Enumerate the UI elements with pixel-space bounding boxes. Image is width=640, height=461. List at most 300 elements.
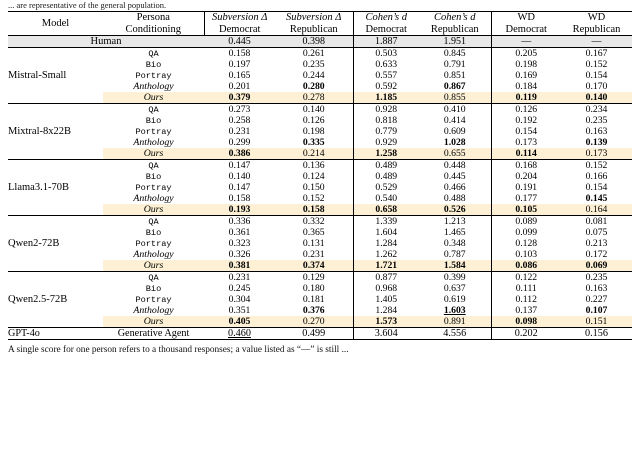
cell-value <box>275 70 353 81</box>
table-row <box>8 216 632 228</box>
cell-value <box>491 272 561 284</box>
value-plain: 0.398 <box>302 36 325 47</box>
value-plain: 0.129 <box>302 272 325 283</box>
value-plain: 1.213 <box>443 216 466 227</box>
cell-value <box>204 182 275 193</box>
value-plain: 1.284 <box>375 305 398 316</box>
value-plain: 0.929 <box>375 137 398 148</box>
value-plain: 0.655 <box>443 148 466 159</box>
cell-value <box>491 48 561 60</box>
cell-value <box>491 104 561 116</box>
value-plain: 0.227 <box>585 294 608 305</box>
value-plain: 1.262 <box>375 249 398 260</box>
value-plain: 0.137 <box>515 305 538 316</box>
cell-value <box>491 305 561 316</box>
value-plain: 0.414 <box>443 115 466 126</box>
value-bold: 0.335 <box>302 137 325 148</box>
value-plain: 0.204 <box>515 171 538 182</box>
cell-value <box>353 104 419 116</box>
value-plain: 0.163 <box>585 283 608 294</box>
cell-value <box>353 283 419 294</box>
value-plain: 0.191 <box>515 182 538 193</box>
value-bold: 0.140 <box>585 92 608 103</box>
cell-value <box>353 216 419 228</box>
value-bold: 0.867 <box>443 81 466 92</box>
cell-value <box>204 115 275 126</box>
value-plain: 0.235 <box>585 272 608 283</box>
cell-value <box>419 171 491 182</box>
cell-value <box>419 227 491 238</box>
value-plain: 0.466 <box>443 182 466 193</box>
cell-value <box>275 249 353 260</box>
cell-value <box>275 283 353 294</box>
value-plain: 0.891 <box>443 316 466 327</box>
cell-value <box>353 238 419 249</box>
value-plain: 0.197 <box>228 59 251 70</box>
value-plain: 0.198 <box>515 59 538 70</box>
cell-value <box>204 249 275 260</box>
value-plain: 0.270 <box>302 316 325 327</box>
value-plain: 0.235 <box>585 115 608 126</box>
cell-value <box>561 238 632 249</box>
cell-value <box>419 249 491 260</box>
value-bold: 0.658 <box>375 204 398 215</box>
value-bold: 0.114 <box>515 148 537 159</box>
cell-value <box>561 148 632 160</box>
value-plain: 0.147 <box>228 160 251 171</box>
value-bold: 0.105 <box>515 204 538 215</box>
value-plain: 0.213 <box>585 238 608 249</box>
cell-value <box>491 126 561 137</box>
header-group-3-sub: Republican <box>430 23 479 35</box>
value-bold: 0.376 <box>302 305 325 316</box>
cell-value <box>275 160 353 172</box>
cell-value <box>419 70 491 81</box>
table-row-human <box>8 36 632 48</box>
cell-value <box>353 182 419 193</box>
cell-value <box>275 260 353 272</box>
cell-value <box>419 137 491 148</box>
table-header <box>8 12 632 36</box>
cell-value <box>419 148 491 160</box>
results-table <box>8 11 632 340</box>
value-plain: 0.410 <box>443 104 466 115</box>
value-plain: 0.540 <box>375 193 398 204</box>
value-plain: 0.365 <box>302 227 325 238</box>
cell-value <box>275 193 353 204</box>
value-plain: 0.273 <box>228 104 251 115</box>
value-plain: 0.202 <box>514 328 538 339</box>
cell-value <box>561 305 632 316</box>
cell-value <box>561 92 632 104</box>
value-plain: 0.169 <box>515 70 538 81</box>
value-plain: 0.348 <box>443 238 466 249</box>
cell-value <box>419 48 491 60</box>
cell-value <box>561 104 632 116</box>
cell-value <box>353 249 419 260</box>
cell-value <box>491 171 561 182</box>
cell-value <box>561 59 632 70</box>
cell-value <box>419 316 491 328</box>
value-plain: 0.499 <box>302 328 326 339</box>
value-plain: 0.122 <box>515 272 538 283</box>
cell-value <box>491 204 561 216</box>
value-bold: 0.379 <box>228 92 251 103</box>
cell-value <box>491 59 561 70</box>
value-plain: 4.556 <box>443 328 467 339</box>
persona-conditioning: Portray <box>135 294 172 305</box>
cell-value <box>275 328 353 340</box>
value-plain: 0.779 <box>375 126 398 137</box>
persona-conditioning: Bio <box>145 171 162 182</box>
header-group-1-title: Subversion Δ <box>286 12 342 23</box>
cell-value <box>275 305 353 316</box>
persona-conditioning: Ours <box>103 92 204 104</box>
persona-conditioning: Portray <box>135 70 172 81</box>
value-plain: 0.323 <box>228 238 251 249</box>
value-plain: 0.099 <box>515 227 538 238</box>
value-plain: 1.951 <box>443 36 466 47</box>
persona-conditioning: QA <box>103 160 204 172</box>
cell-value <box>353 137 419 148</box>
cell-value <box>204 193 275 204</box>
header-group-2-sub: Democrat <box>365 23 407 35</box>
cell-value <box>353 305 419 316</box>
cell-value <box>275 316 353 328</box>
cell-value <box>353 294 419 305</box>
value-plain: 0.261 <box>302 48 325 59</box>
value-plain: 0.126 <box>302 115 325 126</box>
value-plain: 0.231 <box>228 272 251 283</box>
cell-value <box>204 328 275 340</box>
cell-value <box>275 294 353 305</box>
value-plain: 0.075 <box>585 227 608 238</box>
cell-value <box>204 48 275 60</box>
cell-value <box>353 115 419 126</box>
cell-value <box>561 81 632 92</box>
header-group-0-title: Subversion Δ <box>212 12 268 23</box>
cell-value <box>275 36 353 48</box>
cell-value <box>275 104 353 116</box>
value-plain: 0.299 <box>228 137 251 148</box>
value-plain: 0.152 <box>302 193 325 204</box>
cell-value <box>491 238 561 249</box>
cell-value <box>419 204 491 216</box>
cell-value <box>561 70 632 81</box>
cell-value <box>275 137 353 148</box>
value-plain: 0.445 <box>443 171 466 182</box>
cell-value <box>204 305 275 316</box>
cell-value <box>419 305 491 316</box>
value-plain: 0.192 <box>515 115 538 126</box>
persona-conditioning: Ours <box>103 260 204 272</box>
cell-value <box>491 328 561 340</box>
table-row <box>8 272 632 284</box>
value-plain: 0.488 <box>443 193 466 204</box>
cell-value <box>204 260 275 272</box>
cell-value <box>419 193 491 204</box>
value-bold: 0.386 <box>228 148 251 159</box>
cell-value <box>275 171 353 182</box>
value-plain: 0.150 <box>302 182 325 193</box>
persona-conditioning: QA <box>103 48 204 60</box>
header-cohensd-republican <box>419 12 491 36</box>
value-plain: 0.170 <box>585 81 608 92</box>
value-plain: 1.405 <box>375 294 398 305</box>
value-plain: 1.284 <box>375 238 398 249</box>
value-bold: 0.405 <box>228 316 251 327</box>
value-bold: 0.374 <box>302 260 325 271</box>
value-plain: 0.173 <box>585 148 608 159</box>
value-plain: 0.126 <box>515 104 538 115</box>
cell-value <box>204 81 275 92</box>
value-bold: 0.119 <box>515 92 537 103</box>
persona-conditioning: Portray <box>135 182 172 193</box>
value-plain: 0.235 <box>302 59 325 70</box>
value-bold: 0.139 <box>585 137 608 148</box>
value-plain: 0.184 <box>515 81 538 92</box>
cell-value <box>419 272 491 284</box>
cell-value <box>204 272 275 284</box>
value-plain: 0.231 <box>228 126 251 137</box>
value-plain: 1.604 <box>375 227 398 238</box>
cell-value <box>419 81 491 92</box>
value-plain: 0.399 <box>443 272 466 283</box>
cell-value <box>204 316 275 328</box>
value-plain: 0.147 <box>228 182 251 193</box>
model-name: GPT-4o <box>8 328 103 340</box>
value-plain: 0.503 <box>375 48 398 59</box>
value-plain: 0.928 <box>375 104 398 115</box>
header-group-1-sub: Republican <box>289 23 338 35</box>
cell-value <box>353 92 419 104</box>
cell-value <box>491 148 561 160</box>
value-plain: 0.332 <box>302 216 325 227</box>
value-plain: 0.128 <box>515 238 538 249</box>
cell-value <box>561 160 632 172</box>
model-name: Llama3.1-70B <box>8 160 103 216</box>
cell-value <box>491 182 561 193</box>
model-name: Mistral-Small <box>8 48 103 104</box>
value-bold: 0.086 <box>515 260 538 271</box>
cell-value <box>561 283 632 294</box>
header-group-2-title: Cohen’s d <box>365 12 408 23</box>
cell-value <box>561 137 632 148</box>
value-plain: 0.258 <box>228 115 251 126</box>
cell-value <box>419 126 491 137</box>
cell-value <box>419 182 491 193</box>
cell-value <box>353 193 419 204</box>
value-bold: 0.158 <box>302 204 325 215</box>
value-plain: 3.604 <box>374 328 398 339</box>
cell-value <box>275 204 353 216</box>
value-plain: 0.278 <box>302 92 325 103</box>
cell-value <box>353 70 419 81</box>
model-name: Qwen2-72B <box>8 216 103 272</box>
value-plain: 0.136 <box>302 160 325 171</box>
header-group-3-title: Cohen’s d <box>433 12 476 23</box>
cell-value <box>419 104 491 116</box>
cell-value <box>353 260 419 272</box>
header-group-0-sub: Democrat <box>219 23 261 35</box>
value-plain: 0.154 <box>515 126 538 137</box>
persona-conditioning: Generative Agent <box>103 328 204 340</box>
cell-value <box>561 204 632 216</box>
header-subversion-democrat <box>204 12 275 36</box>
cell-value <box>275 92 353 104</box>
persona-conditioning: Anthology <box>133 193 174 204</box>
value-bold: 1.584 <box>443 260 466 271</box>
cell-value <box>419 36 491 48</box>
value-plain: 0.158 <box>228 193 251 204</box>
value-bold: 1.721 <box>375 260 398 271</box>
value-plain: 0.351 <box>228 305 251 316</box>
value-plain: 0.205 <box>515 48 538 59</box>
value-plain: 0.361 <box>228 227 251 238</box>
value-plain: 0.557 <box>375 70 398 81</box>
cell-value <box>353 160 419 172</box>
value-bold: 0.145 <box>585 193 608 204</box>
persona-conditioning: Anthology <box>133 249 174 260</box>
cell-value <box>353 328 419 340</box>
cell-value <box>419 59 491 70</box>
persona-conditioning: Bio <box>145 59 162 70</box>
header-group-4-title: WD <box>517 12 535 23</box>
cell-value <box>353 148 419 160</box>
value-plain: 0.111 <box>515 283 537 294</box>
cell-value <box>275 216 353 228</box>
cell-value <box>491 81 561 92</box>
value-plain: 0.245 <box>228 283 251 294</box>
cell-value <box>275 126 353 137</box>
value-plain: 1.465 <box>443 227 466 238</box>
persona-conditioning: Ours <box>103 204 204 216</box>
header-cohensd-democrat <box>353 12 419 36</box>
table-row <box>8 160 632 172</box>
value-bold: 1.028 <box>443 137 466 148</box>
table-row <box>8 48 632 60</box>
value-plain: 0.172 <box>585 249 608 260</box>
value-bold: 1.258 <box>375 148 398 159</box>
cell-value <box>419 160 491 172</box>
cell-value <box>275 182 353 193</box>
cell-value <box>561 48 632 60</box>
value-plain: 0.968 <box>375 283 398 294</box>
value-plain: 0.167 <box>585 48 608 59</box>
cell-value <box>204 171 275 182</box>
persona-conditioning: Ours <box>103 316 204 328</box>
persona-conditioning: Bio <box>145 283 162 294</box>
cell-value <box>204 294 275 305</box>
value-plain: 0.619 <box>443 294 466 305</box>
cell-value <box>561 171 632 182</box>
value-plain: 0.489 <box>375 171 398 182</box>
cell-value <box>275 81 353 92</box>
cell-value <box>353 126 419 137</box>
value-bold: 1.185 <box>375 92 398 103</box>
cell-value <box>561 272 632 284</box>
persona-conditioning: Anthology <box>133 305 174 316</box>
cell-value <box>419 328 491 340</box>
value-bold: 0.107 <box>585 305 608 316</box>
value-plain: 0.163 <box>585 126 608 137</box>
cell-value <box>353 48 419 60</box>
persona-conditioning: Anthology <box>133 81 174 92</box>
cell-value <box>353 227 419 238</box>
caption-bottom: A single score for one person refers to a thousand responses; a value listed as “—” is still ... <box>8 345 349 355</box>
cell-value <box>204 92 275 104</box>
cell-value <box>491 249 561 260</box>
persona-conditioning: Ours <box>103 148 204 160</box>
value-plain: 0.154 <box>585 70 608 81</box>
cell-value <box>419 294 491 305</box>
cell-value <box>561 193 632 204</box>
value-plain: 0.845 <box>443 48 466 59</box>
cell-value <box>204 104 275 116</box>
value-plain: 0.637 <box>443 283 466 294</box>
cell-value <box>561 227 632 238</box>
cell-value <box>561 249 632 260</box>
cell-value <box>275 59 353 70</box>
cell-value <box>204 227 275 238</box>
value-plain: — <box>521 36 532 47</box>
value-plain: 0.089 <box>515 216 538 227</box>
table-row-gpt4o <box>8 328 632 340</box>
cell-value <box>204 126 275 137</box>
cell-value <box>491 316 561 328</box>
cell-value <box>204 238 275 249</box>
cell-value <box>419 283 491 294</box>
persona-conditioning: Portray <box>135 126 172 137</box>
header-group-5-title: WD <box>587 12 606 23</box>
cell-value <box>353 36 419 48</box>
persona-conditioning: Bio <box>145 227 162 238</box>
cell-value <box>353 59 419 70</box>
value-plain: 0.140 <box>302 104 325 115</box>
value-plain: 0.818 <box>375 115 398 126</box>
cell-value <box>561 115 632 126</box>
value-plain: 0.633 <box>375 59 398 70</box>
cell-value <box>491 137 561 148</box>
cell-value <box>491 92 561 104</box>
value-plain: 0.851 <box>443 70 466 81</box>
value-plain: 0.112 <box>515 294 537 305</box>
value-plain: 0.103 <box>515 249 538 260</box>
cell-value <box>561 328 632 340</box>
cell-value <box>204 137 275 148</box>
human-label: Human <box>8 36 204 48</box>
value-plain: 0.151 <box>585 316 608 327</box>
value-plain: 0.131 <box>302 238 325 249</box>
persona-conditioning: QA <box>103 104 204 116</box>
cell-value <box>491 216 561 228</box>
cell-value <box>561 216 632 228</box>
value-plain: 0.166 <box>585 171 608 182</box>
cell-value <box>353 81 419 92</box>
header-group-4-sub: Democrat <box>505 23 547 35</box>
header-wd-republican <box>561 12 632 36</box>
value-plain: 0.787 <box>443 249 466 260</box>
value-bold: 0.526 <box>443 204 466 215</box>
persona-conditioning: Portray <box>135 238 172 249</box>
value-plain: 0.609 <box>443 126 466 137</box>
cell-value <box>491 160 561 172</box>
cell-value <box>419 115 491 126</box>
persona-conditioning: Bio <box>145 115 162 126</box>
header-subversion-republican <box>275 12 353 36</box>
value-plain: 0.152 <box>585 160 608 171</box>
value-plain: 0.173 <box>515 137 538 148</box>
